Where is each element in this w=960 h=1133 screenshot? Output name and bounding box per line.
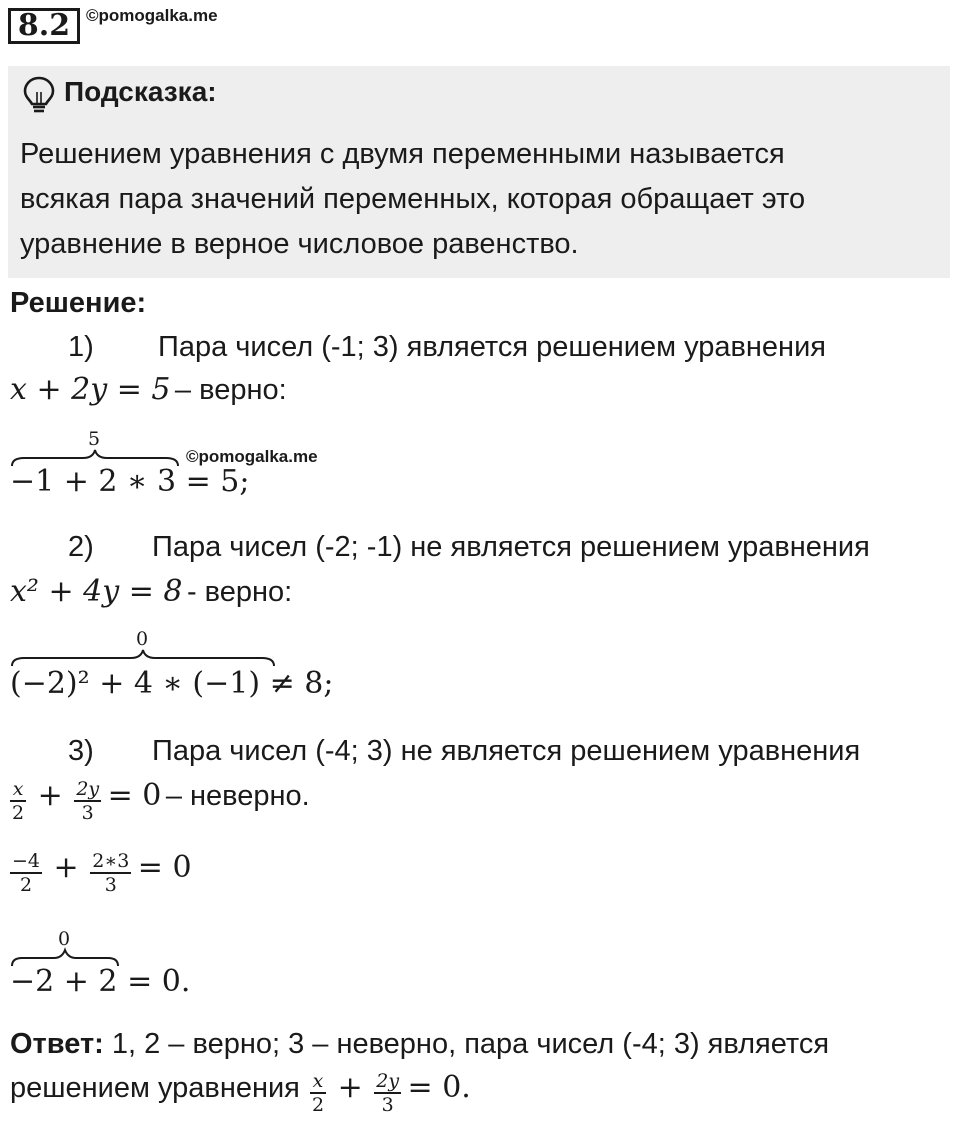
problem-number: 8.2	[8, 8, 80, 44]
answer-rest: = 0.	[407, 1070, 471, 1105]
solution-heading: Решение:	[10, 287, 147, 319]
item2-overbrace	[10, 648, 276, 668]
item1-watermark: ©pomogalka.me	[186, 447, 318, 466]
item2-brace-label: 0	[135, 628, 149, 650]
item1-number: 1)	[68, 331, 94, 363]
item2-calc-math: (−2)² + 4 ∗ (−1)	[10, 666, 261, 701]
hint-line-text: Решением уравнения с двумя переменными называется	[20, 138, 785, 170]
item1-calc-math: −1 + 2 ∗ 3	[10, 464, 177, 499]
frac-numerator: −4	[12, 850, 41, 872]
item3-frac2	[74, 778, 101, 824]
answer-text-1: 1, 2 – верно; 3 – неверно, пара чисел (-4; 3) является	[103, 1028, 830, 1060]
item1-equation	[10, 370, 287, 410]
item3-equation: $\frac{x}{2}$ + $\frac{2y}{3}$ = 0 – неверно.	[12, 777, 310, 824]
frac-numerator: x	[10, 778, 26, 802]
hint-line-3	[20, 222, 938, 267]
answer-line-2: решением уравнения $\frac{x}{2}$ + $\frac{2y}{3}$ = 0.	[10, 1069, 471, 1116]
watermark: ©pomogalka.me	[86, 6, 218, 25]
hint-line-2	[20, 177, 938, 222]
answer-text-2: решением уравнения	[10, 1072, 308, 1104]
hint-text	[20, 132, 938, 267]
item3-text: Пара чисел (-4; 3) не является решением уравнения	[152, 735, 861, 767]
frac-denominator: 3	[381, 1093, 394, 1116]
frac-denominator: 3	[104, 874, 117, 896]
item3-brace-label: 0	[57, 928, 71, 950]
item1-eq-math: x + 2y = 5	[10, 372, 171, 407]
item2-calc	[10, 666, 333, 701]
item3-frac1	[10, 778, 26, 824]
item3-eq-rest: = 0	[107, 778, 162, 813]
item2-verdict: - верно:	[186, 576, 293, 608]
item3-substitution: $\frac{-4}{2}$ + $\frac{2∗3}{3}$ = 0	[12, 850, 192, 896]
frac-denominator: 2	[19, 874, 33, 896]
item3-sub-frac2	[90, 850, 131, 896]
item1-calc	[10, 464, 249, 499]
item1-brace-label: 5	[87, 428, 101, 450]
hint-line-text: всякая пара значений переменных, которая обращает это	[20, 183, 806, 215]
frac-denominator: 2	[311, 1093, 325, 1116]
answer-line-1	[10, 1024, 829, 1064]
hint-title: Подсказка:	[64, 76, 217, 107]
item3-calc-math: −2 + 2	[10, 964, 118, 999]
frac-numerator: 2y	[76, 777, 100, 800]
answer-frac2	[374, 1070, 401, 1116]
item3-verdict: – неверно.	[165, 780, 310, 812]
item3-sub-rest: = 0	[137, 850, 192, 886]
answer-label: Ответ:	[10, 1028, 104, 1060]
frac-numerator: 2∗3	[92, 850, 130, 872]
item3-number: 3)	[68, 735, 94, 767]
item2-equation	[10, 572, 292, 612]
frac-numerator: x	[310, 1070, 326, 1094]
answer-frac1	[310, 1070, 326, 1116]
hint-line-text: уравнение в верное числовое равенство.	[20, 228, 579, 260]
item2-eq-math: x² + 4y = 8	[10, 574, 183, 609]
item3-sub-frac1	[10, 850, 42, 896]
lightbulb-icon	[22, 76, 56, 114]
frac-numerator: 2y	[376, 1069, 400, 1092]
item1-verdict: – верно:	[174, 374, 287, 406]
item3-calc-rest: = 0.	[117, 964, 191, 999]
frac-denominator: 3	[81, 801, 94, 824]
hint-line-1	[20, 132, 938, 177]
item3-calc	[10, 964, 190, 999]
item2-number: 2)	[68, 531, 94, 563]
item1-text: Пара чисел (-1; 3) является решением уравнения	[158, 331, 826, 363]
item2-text: Пара чисел (-2; -1) не является решением уравнения	[152, 531, 870, 563]
item2-calc-rest: ≠ 8;	[260, 666, 334, 701]
frac-denominator: 2	[12, 801, 25, 824]
item1-calc-rest: = 5;	[176, 464, 250, 499]
